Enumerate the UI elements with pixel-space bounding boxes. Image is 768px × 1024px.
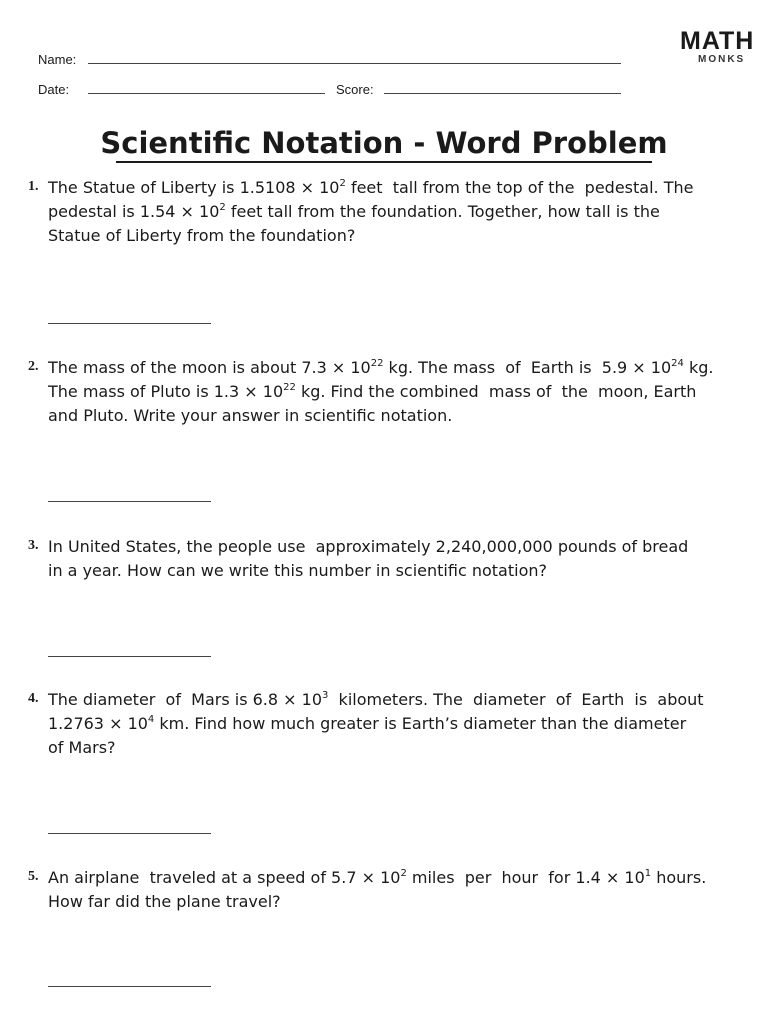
question-number: 1. <box>28 179 39 194</box>
logo-sub-text: MONKS <box>698 54 746 65</box>
exponent: 2 <box>219 202 226 213</box>
answer-line-3[interactable] <box>48 656 211 657</box>
question-number: 4. <box>28 691 39 706</box>
question-text: The diameter of Mars is $6.8 \times 10^3$ kilometers. The diameter of Earth is about $1.2763 \times 10^4$ km. Find how much greater is Earth’s diameter than the diameter of Mars? <box>48 690 704 757</box>
date-field[interactable] <box>88 93 325 94</box>
name-field[interactable] <box>88 63 621 64</box>
question-text: The mass of the moon is about $7.3 \times 10^{22}$ kg. The mass of Earth is $5.9 \times 10^{24}$ kg. The mass of Pluto is $1.3 \times 10^{22}$ kg. Find the combined mass of the moon, Earth and Pluto. Write your answer in scientific notation. <box>48 358 714 425</box>
date-label: Date: <box>38 82 70 97</box>
question-text: An airplane traveled at a speed of $5.7 \times 10^2$ miles per hour for $1.4 \times 10^1$ hours. How far did the plane travel? <box>48 868 707 911</box>
exponent: 24 <box>671 358 684 369</box>
answer-line-1[interactable] <box>48 323 211 324</box>
exponent: 22 <box>283 382 296 393</box>
question-number: 5. <box>28 869 39 884</box>
question-text: In United States, the people use approximately 2,240,000,000 pounds of bread in a year. How can we write this number in scientific notation? <box>48 537 689 580</box>
question-number: 3. <box>28 538 39 553</box>
score-label: Score: <box>336 82 374 97</box>
exponent: 22 <box>370 358 384 369</box>
exponent: 3 <box>322 690 329 701</box>
logo-main-text: MATH <box>680 27 755 55</box>
exponent: 2 <box>400 868 407 879</box>
question-text: The Statue of Liberty is $1.5108 \times 10^2$ feet tall from the top of the pedestal. The pedestal is $1.54 \times 10^2$ feet tall from the foundation. Together, how tall is the Statue of Liberty from the foundation? <box>48 178 694 245</box>
name-label: Name: <box>38 52 77 67</box>
exponent: 4 <box>147 714 155 725</box>
answer-line-5[interactable] <box>48 986 211 987</box>
exponent: 1 <box>644 868 652 879</box>
score-field[interactable] <box>384 93 621 94</box>
title-underline <box>116 161 652 163</box>
page-title: Scientific Notation - Word Problem <box>100 126 668 160</box>
answer-line-2[interactable] <box>48 501 211 502</box>
question-number: 2. <box>28 359 39 374</box>
math-monks-logo <box>680 27 755 66</box>
answer-line-4[interactable] <box>48 833 211 834</box>
exponent: 2 <box>339 178 346 189</box>
